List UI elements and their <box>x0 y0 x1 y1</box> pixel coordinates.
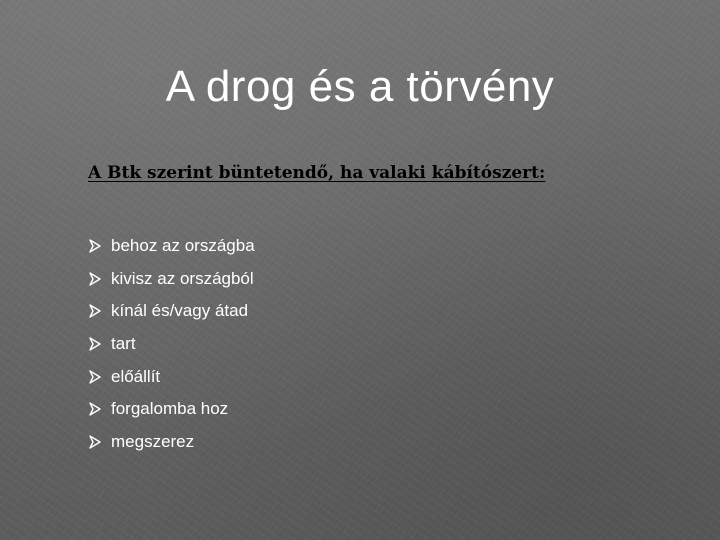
arrow-bullet-icon <box>88 272 102 286</box>
bullet-item <box>88 360 255 393</box>
arrow-bullet-icon <box>88 435 102 449</box>
bullet-item <box>88 263 255 296</box>
bullet-label: forgalomba hoz <box>111 399 229 419</box>
arrow-bullet-icon <box>88 370 102 384</box>
bullet-item <box>88 426 255 459</box>
bullet-label: előállít <box>111 366 161 386</box>
arrow-bullet-icon <box>88 239 102 253</box>
arrow-bullet-icon <box>88 304 102 318</box>
bullet-item <box>88 295 255 328</box>
arrow-bullet-icon <box>88 337 102 351</box>
bullet-label: tart <box>111 334 136 354</box>
bullet-item <box>88 230 255 263</box>
slide-title: A drog és a törvény <box>165 62 555 111</box>
bullet-item <box>88 328 255 361</box>
bullet-label: kivisz az országból <box>111 268 254 288</box>
slide-subtitle: A Btk szerint büntetendő, ha valaki kábítószert: <box>88 163 546 183</box>
bullet-label: kínál és/vagy átad <box>111 301 249 321</box>
bullet-label: megszerez <box>111 431 195 451</box>
bullet-item <box>88 393 255 426</box>
bullet-list <box>88 230 255 458</box>
arrow-bullet-icon <box>88 402 102 416</box>
bullet-label: behoz az országba <box>111 236 255 256</box>
